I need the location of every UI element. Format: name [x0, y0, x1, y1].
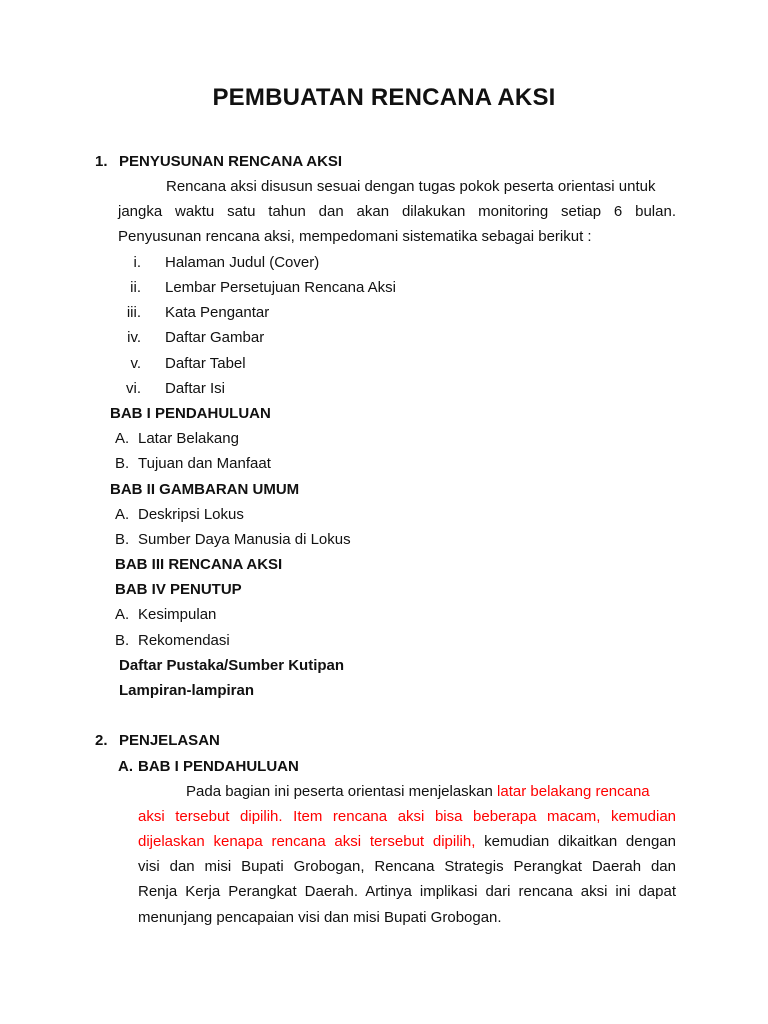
section-2-para-line-6: menunjang pencapaian visi dan misi Bupati Grobogan. — [138, 909, 502, 926]
roman-num-2: ii. — [130, 279, 141, 296]
roman-item-3: Kata Pengantar — [165, 304, 270, 321]
bab-1-item-b-num: B. — [115, 455, 130, 472]
bab-4-item-a-num: A. — [115, 606, 130, 623]
section-1-para-line-2: jangka waktu satu tahun dan akan dilakukan monitoring setiap 6 bulan. — [118, 203, 676, 220]
section-2-para-line-3 — [138, 832, 676, 852]
section-2-para-line-2: aksi tersebut dipilih. Item rencana aksi bisa beberapa macam, kemudian — [138, 808, 676, 825]
section-2-number: 2. — [95, 732, 108, 749]
section-2-para-line-1 — [186, 782, 650, 802]
roman-item-2: Lembar Persetujuan Rencana Aksi — [165, 279, 396, 296]
section-2-para-line-4: visi dan misi Bupati Grobogan, Rencana Strategis Perangkat Daerah dan — [138, 858, 676, 875]
bab-2-item-a: Deskripsi Lokus — [138, 506, 244, 523]
roman-num-5: v. — [130, 355, 141, 372]
roman-num-4: iv. — [127, 329, 141, 346]
roman-item-6: Daftar Isi — [165, 380, 226, 397]
section-1-number: 1. — [95, 153, 108, 170]
para-line-1-red: latar belakang rencana — [497, 783, 650, 800]
section-1-para-line-3: Penyusunan rencana aksi, mempedomani sistematika sebagai berikut : — [118, 228, 592, 245]
bab-1-item-a: Latar Belakang — [138, 430, 239, 447]
section-1-heading: PENYUSUNAN RENCANA AKSI — [119, 153, 343, 170]
section-1-para-line-1: Rencana aksi disusun sesuai dengan tugas pokok peserta orientasi untuk — [166, 178, 656, 195]
bab-4-item-b-num: B. — [115, 632, 130, 649]
roman-item-5: Daftar Tabel — [165, 355, 246, 372]
bab-4-item-a: Kesimpulan — [138, 606, 217, 623]
para-line-3-red: dijelaskan kenapa rencana aksi tersebut dipilih, — [138, 833, 476, 850]
para-line-3-black: kemudian dikaitkan dengan — [484, 833, 676, 850]
para-line-1-black: Pada bagian ini peserta orientasi menjelaskan — [186, 783, 493, 800]
bab-2-item-b: Sumber Daya Manusia di Lokus — [138, 531, 351, 548]
bab-1-item-a-num: A. — [115, 430, 130, 447]
roman-item-4: Daftar Gambar — [165, 329, 265, 346]
section-2-sub-a-num: A. — [118, 758, 133, 775]
bab-1-item-b: Tujuan dan Manfaat — [138, 455, 271, 472]
bab-4-heading: BAB IV PENUTUP — [115, 581, 242, 598]
bab-3-heading: BAB III RENCANA AKSI — [115, 556, 283, 573]
bab-2-item-a-num: A. — [115, 506, 130, 523]
roman-num-6: vi. — [126, 380, 141, 397]
bab-2-item-b-num: B. — [115, 531, 130, 548]
roman-num-1: i. — [133, 254, 141, 271]
section-2-sub-a-heading: BAB I PENDAHULUAN — [138, 758, 299, 775]
bab-1-heading: BAB I PENDAHULUAN — [110, 405, 271, 422]
roman-num-3: iii. — [126, 304, 141, 321]
roman-item-1: Halaman Judul (Cover) — [165, 254, 320, 271]
document-title: PEMBUATAN RENCANA AKSI — [212, 84, 556, 111]
bab-4-item-b: Rekomendasi — [138, 632, 230, 649]
daftar-pustaka: Daftar Pustaka/Sumber Kutipan — [119, 657, 345, 674]
section-2-para-line-5: Renja Kerja Perangkat Daerah. Artinya implikasi dari rencana aksi ini dapat — [138, 883, 676, 900]
section-2-heading: PENJELASAN — [119, 732, 220, 749]
lampiran: Lampiran-lampiran — [119, 682, 255, 699]
bab-2-heading: BAB II GAMBARAN UMUM — [110, 481, 300, 498]
